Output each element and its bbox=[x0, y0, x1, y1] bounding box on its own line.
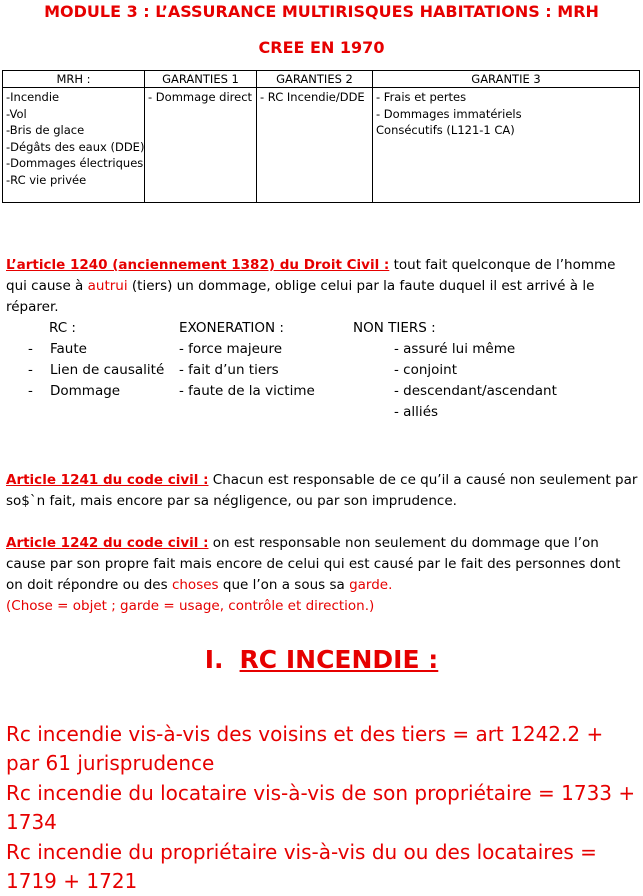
non-tiers-header: NON TIERS : bbox=[353, 320, 436, 336]
non-tiers-item: - assuré lui même bbox=[394, 341, 516, 357]
header-garanties-2: GARANTIES 2 bbox=[257, 71, 373, 88]
non-tiers-item: - conjoint bbox=[394, 362, 458, 378]
section-heading bbox=[0, 645, 643, 674]
table-row bbox=[3, 88, 640, 203]
article-text: Chacun est responsable de ce qu’il a causé non seulement par so$`n fait, mais encore par sa négligence, ou par son imprudence. bbox=[6, 472, 638, 509]
non-tiers-item: - alliés bbox=[394, 404, 439, 420]
article-1241 bbox=[6, 470, 638, 512]
rc-item: Dommage bbox=[50, 383, 121, 399]
list-item: - Frais et pertes bbox=[376, 90, 467, 104]
header-garanties-1: GARANTIES 1 bbox=[145, 71, 257, 88]
exoneration-item: - fait d’un tiers bbox=[179, 362, 279, 378]
list-item: Consécutifs (L121-1 CA) bbox=[376, 123, 515, 137]
list-item: - Dommages immatériels bbox=[376, 106, 522, 121]
garanties-1-cell bbox=[145, 88, 257, 203]
list-item: -RC vie privée bbox=[6, 172, 87, 187]
rc-incendie-line: Rc incendie vis-à-vis des voisins et des tiers = art 1242.2 + par 61 jurisprudence bbox=[6, 722, 604, 775]
garantie-3-cell bbox=[373, 88, 640, 203]
article-ref: L’article 1240 (anciennement 1382) du Droit Civil : bbox=[6, 257, 390, 273]
list-item: -Vol bbox=[6, 106, 27, 121]
list-item: -Dommages électriques bbox=[6, 156, 144, 170]
article-ref: Article 1242 du code civil : bbox=[6, 535, 209, 551]
rc-incendie-line: Rc incendie du propriétaire vis-à-vis du ou des locataires = 1719 + 1721 bbox=[6, 840, 597, 893]
header-mrh: MRH : bbox=[3, 71, 145, 88]
highlight-autrui: autrui bbox=[87, 278, 128, 294]
header-garantie-3: GARANTIE 3 bbox=[373, 71, 640, 88]
rc-item: Lien de causalité bbox=[50, 362, 165, 378]
exoneration-header: EXONERATION : bbox=[179, 320, 284, 336]
exoneration-item: - force majeure bbox=[179, 341, 283, 357]
list-item: -Dégâts des eaux (DDE) bbox=[6, 139, 145, 154]
highlight-garde: garde. bbox=[349, 577, 393, 593]
rc-incendie-line: Rc incendie du locataire vis-à-vis de son propriétaire = 1733 + 1734 bbox=[6, 781, 636, 834]
article-text: on est responsable non seulement du dommage que l’on cause par son propre fait mais encore de celui qui est causé par le fait des personnes dont on doit répondre ou des bbox=[6, 535, 621, 593]
rc-header: RC : bbox=[49, 320, 76, 336]
garanties-2-cell bbox=[257, 88, 373, 203]
list-item: -Incendie bbox=[6, 90, 60, 104]
bullet-dash: - bbox=[28, 341, 33, 357]
page-title: MODULE 3 : L’ASSURANCE MULTIRISQUES HABITATIONS : MRH bbox=[44, 2, 599, 21]
article-text: tout fait quelconque de l’homme qui cause à bbox=[6, 257, 616, 294]
article-1242-note: (Chose = objet ; garde = usage, contrôle et direction.) bbox=[6, 598, 375, 614]
section-number: I. bbox=[204, 645, 224, 674]
article-1242 bbox=[6, 533, 638, 596]
article-1240 bbox=[6, 255, 638, 318]
article-ref: Article 1241 du code civil : bbox=[6, 472, 209, 488]
page-subtitle: CREE EN 1970 bbox=[258, 38, 385, 57]
list-item: -Bris de glace bbox=[6, 123, 85, 137]
non-tiers-item: - descendant/ascendant bbox=[394, 383, 557, 399]
list-item: - RC Incendie/DDE bbox=[260, 90, 365, 104]
list-item: - Dommage direct bbox=[148, 90, 253, 104]
bullet-dash: - bbox=[28, 383, 33, 399]
bullet-dash: - bbox=[28, 362, 33, 378]
article-text: que l’on a sous sa bbox=[218, 577, 350, 593]
garanties-table bbox=[2, 70, 640, 203]
rc-item: Faute bbox=[50, 341, 87, 357]
highlight-choses: choses bbox=[171, 577, 219, 593]
table-header-row bbox=[3, 71, 640, 88]
article-text: (tiers) un dommage, oblige celui par la faute duquel il est arrivé à le réparer. bbox=[6, 278, 595, 315]
section-title: RC INCENDIE : bbox=[239, 645, 439, 674]
exoneration-item: - faute de la victime bbox=[179, 383, 315, 399]
mrh-cell bbox=[3, 88, 145, 203]
